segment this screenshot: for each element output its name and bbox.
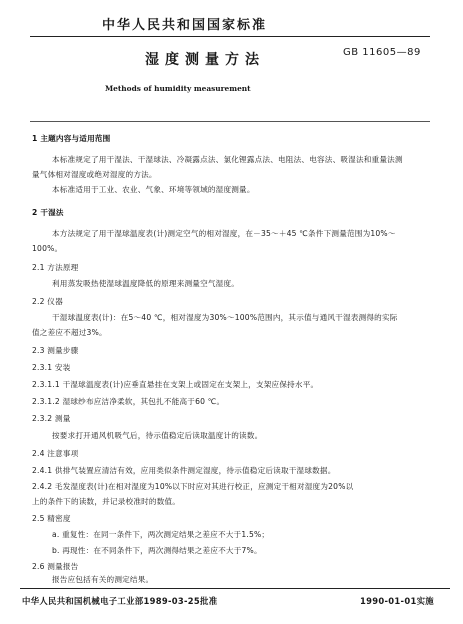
clause-heading: 2.5 精密度	[32, 514, 71, 523]
document-title: 湿度测量方法	[145, 52, 265, 68]
body-line: 本标准规定了用干湿法、干湿球法、冷凝露点法、氯化锂露点法、电阻法、电容法、吸湿法和重量法测	[52, 155, 403, 164]
clause-heading: 2.4 注意事项	[32, 449, 79, 458]
body-line: 干湿球温度表(计)：在5～40 ℃，相对湿度为30%～100%范围内，其示值与通风干湿表测得的实际	[52, 313, 398, 322]
header-rule	[30, 36, 430, 37]
section-1-heading: 1 主题内容与适用范围	[32, 134, 111, 143]
body-line: 利用蒸发吸热使湿球温度降低的原理来测量空气湿度。	[52, 279, 240, 288]
body-line: 2.4.2 毛发湿度表(计)在相对湿度为10%以下时应对其进行校正，应测定干相对湿度为20%以	[32, 482, 354, 491]
clause-heading: 2.6 测量报告	[32, 562, 79, 571]
clause-heading: 2.1 方法原理	[32, 263, 79, 272]
standard-title: 中华人民共和国国家标准	[102, 18, 268, 33]
body-line: 2.3.1.2 湿球纱布应洁净柔软，其包扎不能高于60 ℃。	[32, 397, 225, 406]
document-code: GB 11605—89	[343, 47, 421, 58]
body-line: 值之差应不超过3%。	[32, 328, 107, 337]
clause-heading: 2.2 仪器	[32, 297, 63, 306]
title-separator	[30, 121, 430, 122]
document-title-english: Methods of humidity measurement	[105, 84, 251, 93]
clause-heading: 2.3 测量步骤	[32, 346, 79, 355]
clause-heading: 2.3.2 测量	[32, 414, 71, 423]
list-item: a. 重复性：在同一条件下，两次测定结果之差应不大于1.5%；	[52, 530, 270, 539]
body-line: 量气体相对湿度或绝对湿度的方法。	[32, 170, 157, 179]
body-line: 本标准适用于工业、农业、气象、环境等领域的湿度测量。	[52, 185, 255, 194]
body-line: 100%。	[32, 244, 63, 253]
clause-heading: 2.3.1 安装	[32, 363, 71, 372]
body-line: 按要求打开通风机吸气后，待示值稳定后读取温度计的读数。	[52, 431, 263, 440]
implementation-date: 1990-01-01实施	[360, 596, 434, 606]
list-item: b. 再现性：在不同条件下，两次测得结果之差应不大于7%。	[52, 546, 262, 555]
footer-rule	[20, 588, 450, 589]
body-line: 2.3.1.1 干湿球温度表(计)应垂直悬挂在支架上或固定在支架上，支架应保持水平。	[32, 380, 319, 389]
body-line: 本方法规定了用干湿球温度表(计)测定空气的相对湿度，在－35～＋45 ℃条件下测量范围为10%～	[52, 229, 396, 238]
approval-line: 中华人民共和国机械电子工业部1989-03-25批准	[22, 596, 218, 606]
section-2-heading: 2 干湿法	[32, 208, 64, 217]
body-line: 2.4.1 供排气装置应清洁有效，应用类似条件测定湿度，待示值稳定后读取干湿球数据。	[32, 466, 336, 475]
body-line: 上的条件下的读数，并记录校准时的数值。	[32, 497, 181, 506]
body-line: 报告应包括有关的测定结果。	[52, 575, 154, 584]
